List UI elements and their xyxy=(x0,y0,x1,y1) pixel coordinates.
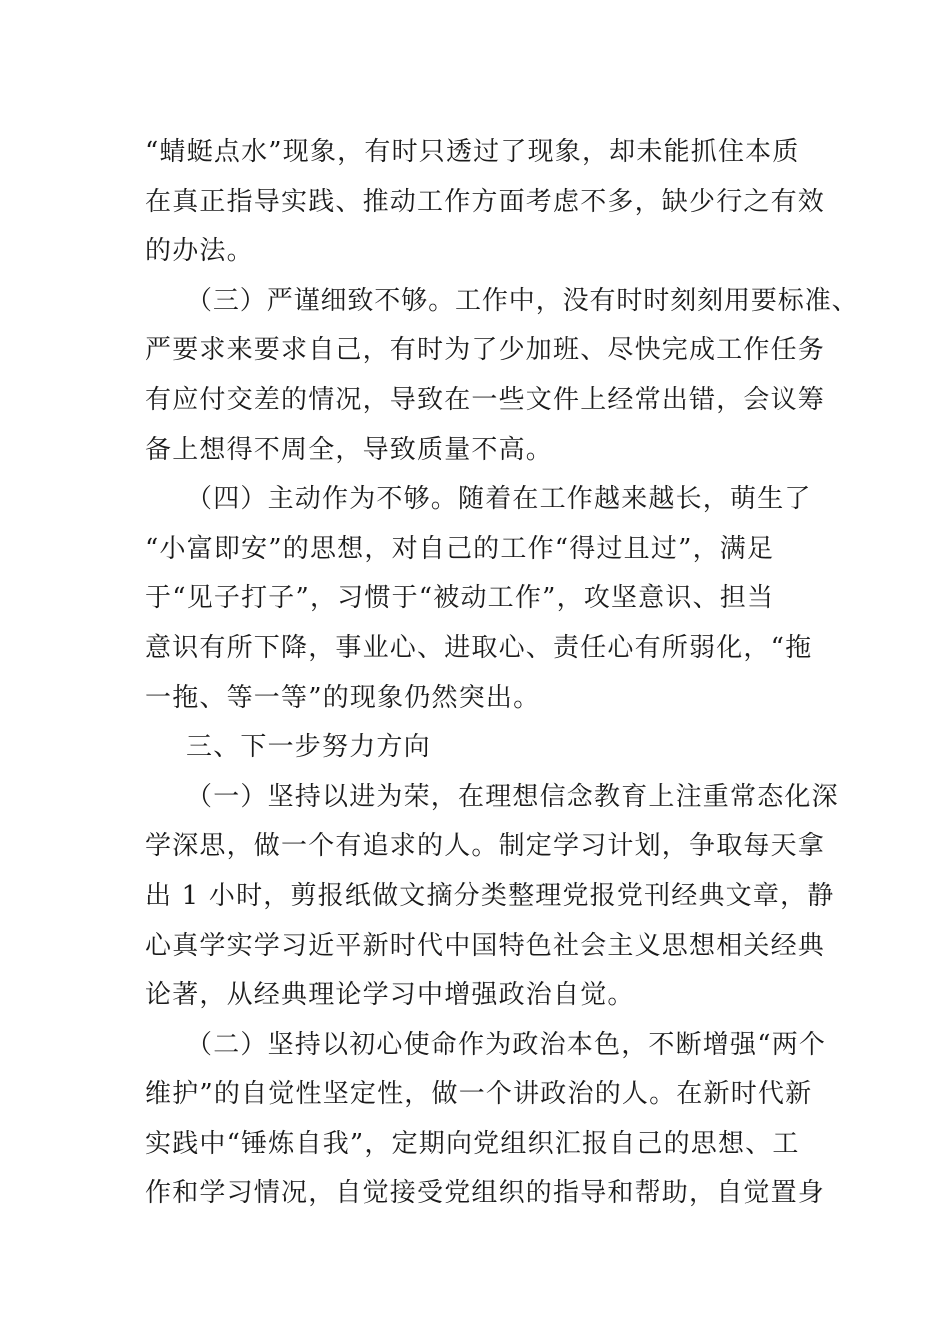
text-line: 维护”的自觉性坚定性，做一个讲政治的人。在新时代新 xyxy=(145,1079,813,1110)
paragraph-heading-line: （四）主动作为不够。随着在工作越来越长，萌生了 xyxy=(186,484,812,515)
text-line: 严要求来要求自己，有时为了少加班、尽快完成工作任务 xyxy=(145,335,826,366)
text-line: 在真正指导实践、推动工作方面考虑不多，缺少行之有效 xyxy=(145,186,826,217)
text-line: 学深思，做一个有追求的人。制定学习计划，争取每天拿 xyxy=(145,831,826,862)
text-line: 备上想得不周全，导致质量不高。 xyxy=(145,434,554,465)
text-line: 作和学习情况，自觉接受党组织的指导和帮助，自觉置身 xyxy=(145,1178,826,1209)
text-line: “小富即安”的思想，对自己的工作“得过且过”，满足 xyxy=(145,533,775,564)
text-line: 论著，从经典理论学习中增强政治自觉。 xyxy=(145,980,635,1011)
paragraph-heading-line: （一）坚持以进为荣，在理想信念教育上注重常态化深 xyxy=(186,781,839,812)
text-line: 出 1 小时，剪报纸做文摘分类整理党报党刊经典文章，静 xyxy=(145,880,835,911)
text-line: 一拖、等一等”的现象仍然突出。 xyxy=(145,682,541,713)
text-line: 实践中“锤炼自我”，定期向党组织汇报自己的思想、工 xyxy=(145,1128,800,1159)
text-line: 的办法。 xyxy=(145,236,254,267)
text-line: 有应付交差的情况，导致在一些文件上经常出错，会议筹 xyxy=(145,384,826,415)
text-line: 心真学实学习近平新时代中国特色社会主义思想相关经典 xyxy=(145,930,826,961)
section-heading: 三、下一步努力方向 xyxy=(186,732,431,763)
paragraph-heading-line: （二）坚持以初心使命作为政治本色，不断增强“两个 xyxy=(186,1029,827,1060)
text-line: “蜻蜓点水”现象，有时只透过了现象，却未能抓住本质 xyxy=(145,137,800,167)
text-line: 意识有所下降，事业心、进取心、责任心有所弱化，“拖 xyxy=(145,632,813,663)
paragraph-heading-line: （三）严谨细致不够。工作中，没有时时刻刻用要标准、 xyxy=(186,285,859,316)
text-line: 于“见子打子”，习惯于“被动工作”，攻坚意识、担当 xyxy=(145,583,775,614)
